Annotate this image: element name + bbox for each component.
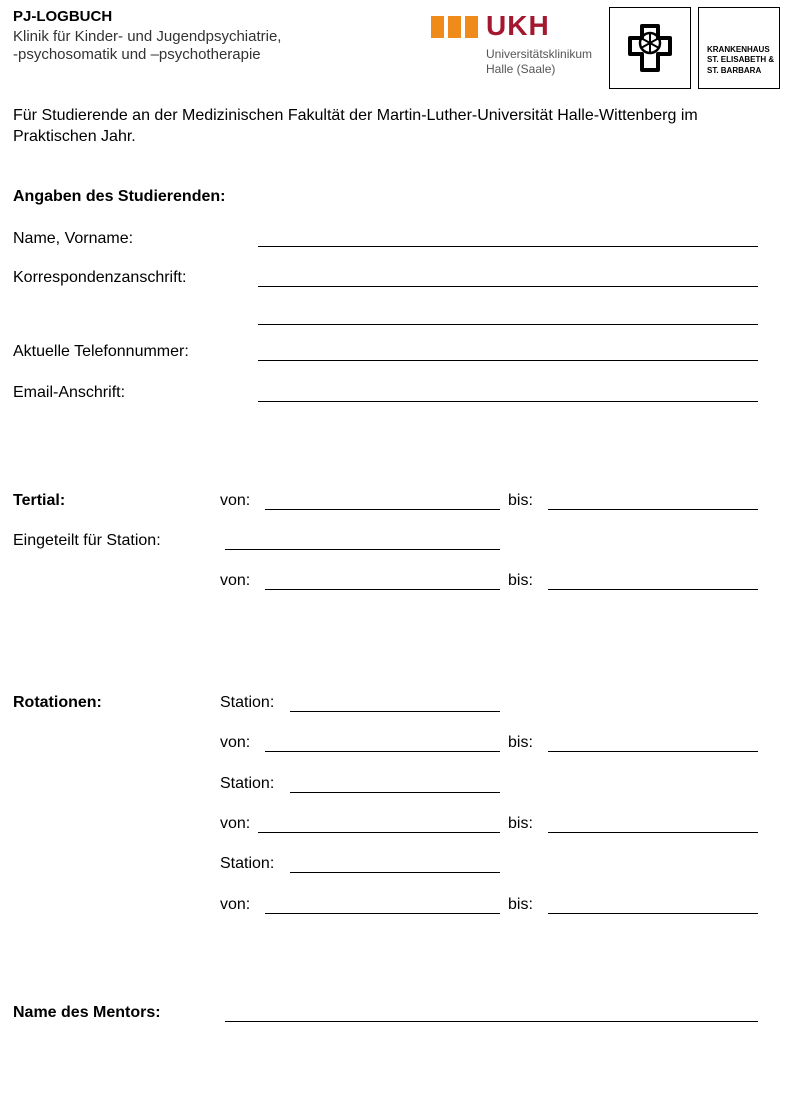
hospital-logo-line1: KRANKENHAUS [707, 45, 770, 54]
station-bis-label: bis: [508, 572, 533, 589]
rotation-bis-field[interactable] [548, 751, 758, 752]
phone-field[interactable] [258, 360, 758, 361]
ukh-bar [448, 16, 461, 38]
station-von-field[interactable] [265, 589, 500, 590]
station-assigned-field[interactable] [225, 549, 500, 550]
rotation-station-field[interactable] [290, 711, 500, 712]
rotation-von-field[interactable] [258, 832, 500, 833]
address-label: Korrespondenzanschrift: [13, 269, 187, 286]
phone-label: Aktuelle Telefonnummer: [13, 343, 189, 360]
rotation-bis-label: bis: [508, 896, 533, 913]
hospital-logo-line3: ST. BARBARA [707, 66, 762, 75]
rotation-von-label: von: [220, 734, 251, 751]
station-bis-field[interactable] [548, 589, 758, 590]
clinic-name-line2: -psychosomatik und –psychotherapie [13, 46, 261, 63]
tertial-von-label: von: [220, 492, 251, 509]
rotation-station-label: Station: [220, 775, 275, 792]
mentor-field[interactable] [225, 1021, 758, 1022]
email-label: Email-Anschrift: [13, 384, 126, 401]
ukh-logo-line2: Halle (Saale) [486, 62, 556, 76]
address-field-line2[interactable] [258, 324, 758, 325]
tertial-von-field[interactable] [265, 509, 500, 510]
clinic-name-line1: Klinik für Kinder- und Jugendpsychiatrie, [13, 28, 282, 45]
station-von-label: von: [220, 572, 251, 589]
rotation-von-label: von: [220, 896, 251, 913]
tertial-bis-label: bis: [508, 492, 533, 509]
rotation-station-field[interactable] [290, 872, 500, 873]
rotation-bis-label: bis: [508, 815, 533, 832]
rotation-bis-label: bis: [508, 734, 533, 751]
rotation-von-field[interactable] [265, 913, 500, 914]
rotation-bis-field[interactable] [548, 913, 758, 914]
station-assigned-label: Eingeteilt für Station: [13, 532, 161, 549]
rotations-heading: Rotationen: [13, 694, 102, 711]
cross-logo-box [609, 7, 691, 89]
rotation-von-label: von: [220, 815, 251, 832]
rotation-bis-field[interactable] [548, 832, 758, 833]
rotation-von-field[interactable] [265, 751, 500, 752]
mentor-label: Name des Mentors: [13, 1004, 161, 1021]
name-field[interactable] [258, 246, 758, 247]
intro-line2: Praktischen Jahr. [13, 128, 136, 145]
ukh-logo-text: UKH [486, 10, 550, 41]
document-title: PJ-LOGBUCH [13, 8, 113, 25]
name-label: Name, Vorname: [13, 230, 134, 247]
rotation-station-label: Station: [220, 694, 275, 711]
address-field-line1[interactable] [258, 286, 758, 287]
cross-emblem-icon [610, 8, 690, 88]
ukh-bar [465, 16, 478, 38]
rotation-station-label: Station: [220, 855, 275, 872]
email-field[interactable] [258, 401, 758, 402]
tertial-bis-field[interactable] [548, 509, 758, 510]
student-section-heading: Angaben des Studierenden: [13, 188, 226, 205]
intro-line1: Für Studierende an der Medizinischen Fakultät der Martin-Luther-Universität Halle-Wittenberg im [13, 107, 698, 124]
tertial-heading: Tertial: [13, 492, 66, 509]
rotation-station-field[interactable] [290, 792, 500, 793]
hospital-logo-line2: ST. ELISABETH & [707, 55, 775, 64]
ukh-bar [431, 16, 444, 38]
ukh-logo-line1: Universitätsklinikum [486, 47, 593, 61]
